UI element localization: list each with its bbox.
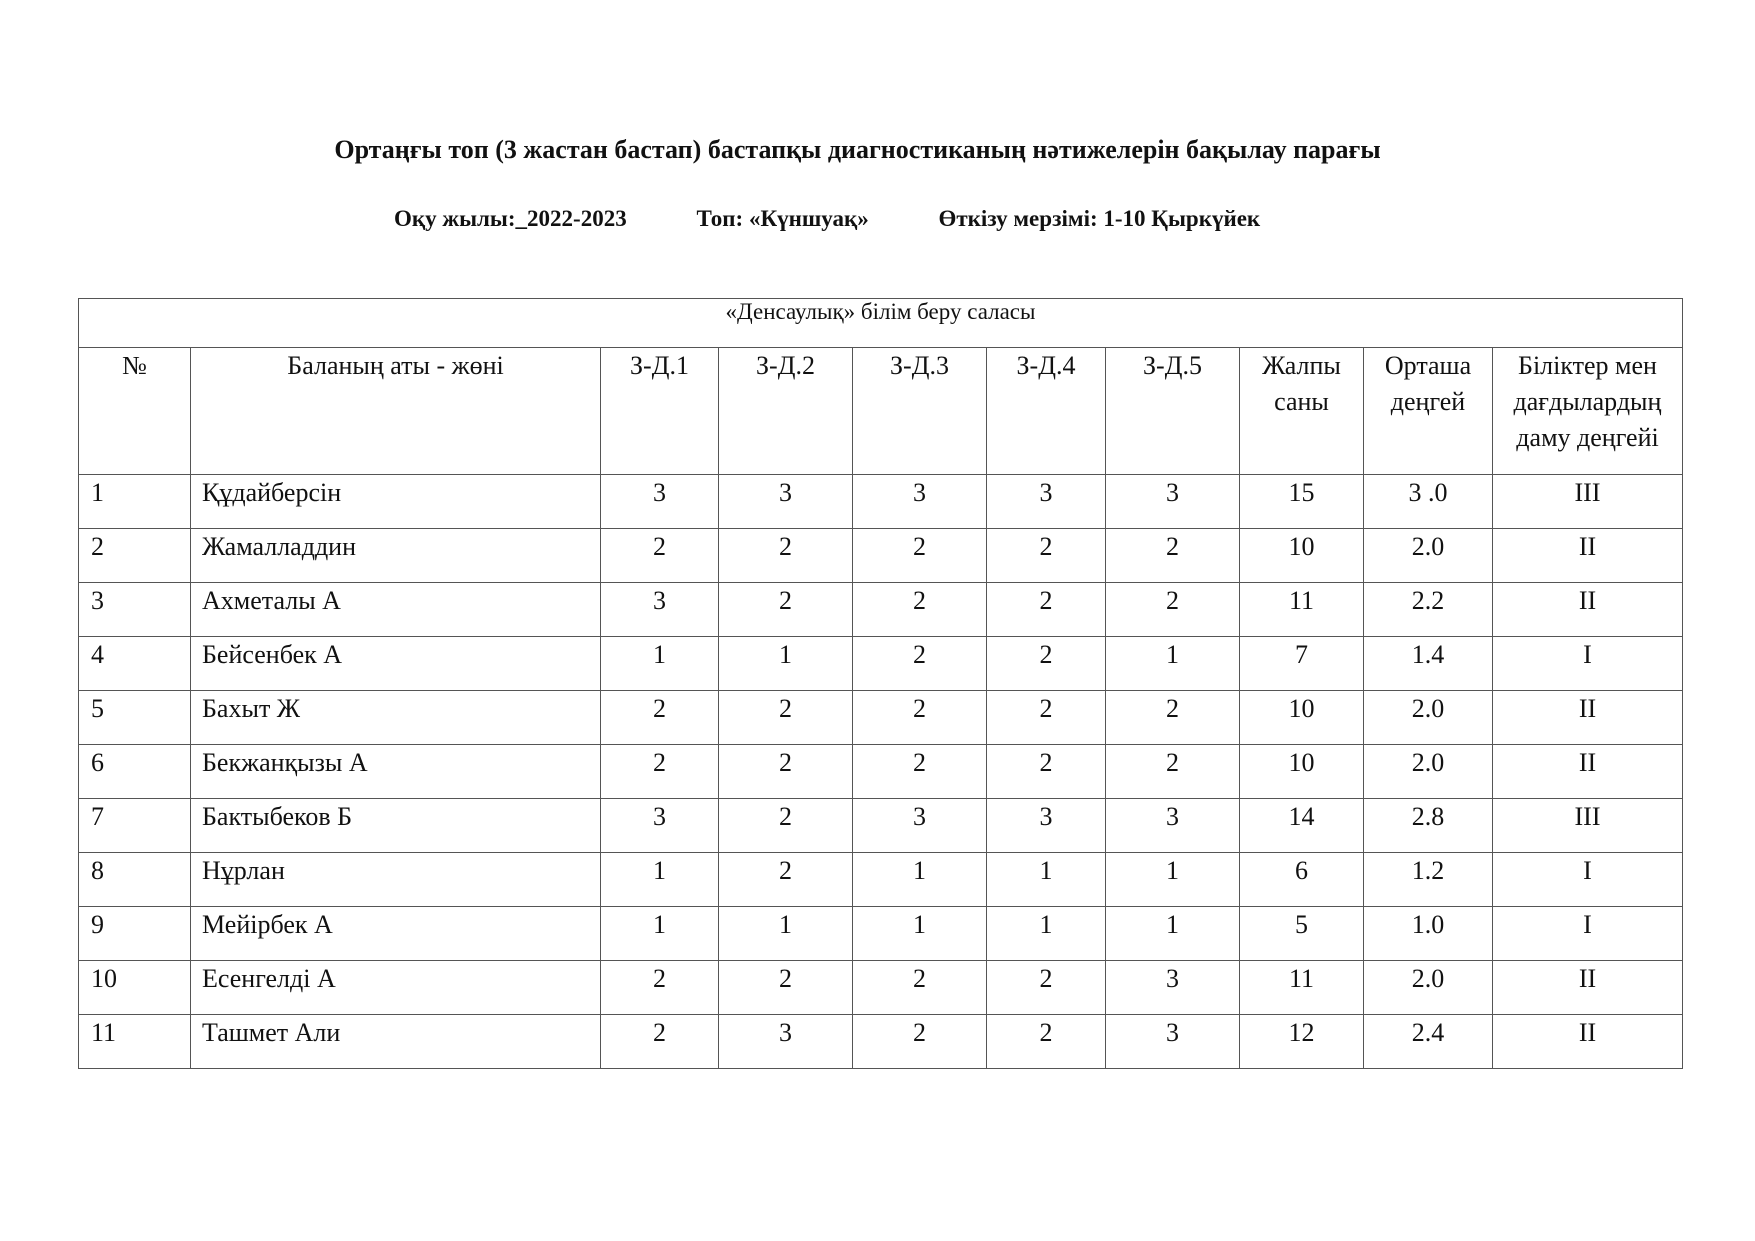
table-row [79, 691, 1683, 745]
cell-zd1: 2 [601, 961, 719, 1015]
header-total: Жалпы саны [1240, 348, 1364, 475]
cell-zd5: 3 [1106, 799, 1240, 853]
cell-average: 2.4 [1364, 1015, 1493, 1069]
cell-average: 2.8 [1364, 799, 1493, 853]
cell-zd4: 2 [987, 691, 1106, 745]
cell-average: 2.0 [1364, 691, 1493, 745]
school-year: Оқу жылы:_2022-2023 [394, 206, 627, 231]
cell-number: 2 [79, 529, 191, 583]
table-row [79, 907, 1683, 961]
cell-total: 10 [1240, 529, 1364, 583]
cell-child-name: Мейірбек А [191, 907, 601, 961]
cell-zd4: 3 [987, 475, 1106, 529]
cell-average: 2.0 [1364, 529, 1493, 583]
cell-skill-level: I [1493, 907, 1683, 961]
cell-zd3: 2 [853, 691, 987, 745]
cell-zd4: 2 [987, 637, 1106, 691]
cell-total: 14 [1240, 799, 1364, 853]
cell-child-name: Бейсенбек А [191, 637, 601, 691]
cell-zd5: 2 [1106, 691, 1240, 745]
cell-skill-level: II [1493, 583, 1683, 637]
cell-child-name: Нұрлан [191, 853, 601, 907]
table-row [79, 961, 1683, 1015]
cell-zd3: 2 [853, 1015, 987, 1069]
cell-average: 3 .0 [1364, 475, 1493, 529]
header-number: № [79, 348, 191, 475]
cell-skill-level: II [1493, 529, 1683, 583]
cell-zd5: 2 [1106, 583, 1240, 637]
cell-child-name: Есенгелді А [191, 961, 601, 1015]
cell-zd3: 2 [853, 961, 987, 1015]
page-title: Ортаңғы топ (3 жастан бастап) бастапқы диагностиканың нәтижелерін бақылау парағы [334, 135, 1381, 164]
cell-zd2: 2 [719, 583, 853, 637]
cell-zd4: 2 [987, 745, 1106, 799]
cell-skill-level: II [1493, 745, 1683, 799]
cell-total: 12 [1240, 1015, 1364, 1069]
cell-zd2: 2 [719, 745, 853, 799]
cell-zd2: 2 [719, 691, 853, 745]
cell-number: 10 [79, 961, 191, 1015]
cell-zd3: 3 [853, 475, 987, 529]
cell-zd3: 1 [853, 907, 987, 961]
cell-zd3: 2 [853, 745, 987, 799]
cell-total: 15 [1240, 475, 1364, 529]
cell-average: 1.4 [1364, 637, 1493, 691]
cell-number: 7 [79, 799, 191, 853]
table-row [79, 637, 1683, 691]
diagnostics-table [78, 298, 1683, 1069]
cell-zd5: 1 [1106, 907, 1240, 961]
cell-skill-level: III [1493, 475, 1683, 529]
cell-average: 1.2 [1364, 853, 1493, 907]
cell-number: 11 [79, 1015, 191, 1069]
cell-zd1: 1 [601, 907, 719, 961]
table-row [79, 475, 1683, 529]
table-row [79, 1015, 1683, 1069]
cell-zd4: 2 [987, 961, 1106, 1015]
cell-zd1: 3 [601, 475, 719, 529]
cell-zd4: 2 [987, 1015, 1106, 1069]
cell-total: 11 [1240, 583, 1364, 637]
cell-zd1: 3 [601, 799, 719, 853]
cell-zd2: 2 [719, 853, 853, 907]
cell-zd1: 2 [601, 691, 719, 745]
cell-number: 9 [79, 907, 191, 961]
cell-child-name: Ташмет Али [191, 1015, 601, 1069]
education-area-row [79, 299, 1683, 348]
cell-zd1: 2 [601, 745, 719, 799]
cell-zd2: 2 [719, 529, 853, 583]
cell-zd5: 2 [1106, 745, 1240, 799]
cell-zd4: 1 [987, 853, 1106, 907]
cell-zd5: 3 [1106, 961, 1240, 1015]
cell-total: 10 [1240, 691, 1364, 745]
cell-number: 4 [79, 637, 191, 691]
cell-total: 7 [1240, 637, 1364, 691]
header-zd2: З-Д.2 [719, 348, 853, 475]
cell-average: 1.0 [1364, 907, 1493, 961]
header-zd4: З-Д.4 [987, 348, 1106, 475]
table-row [79, 853, 1683, 907]
cell-zd2: 1 [719, 637, 853, 691]
cell-zd4: 3 [987, 799, 1106, 853]
cell-zd3: 2 [853, 583, 987, 637]
cell-zd5: 1 [1106, 853, 1240, 907]
meta-line [394, 204, 1260, 234]
cell-child-name: Құдайберсін [191, 475, 601, 529]
cell-zd2: 3 [719, 475, 853, 529]
cell-number: 8 [79, 853, 191, 907]
cell-number: 1 [79, 475, 191, 529]
cell-zd4: 2 [987, 583, 1106, 637]
cell-zd5: 2 [1106, 529, 1240, 583]
cell-zd5: 1 [1106, 637, 1240, 691]
cell-total: 5 [1240, 907, 1364, 961]
cell-child-name: Жамалладдин [191, 529, 601, 583]
cell-average: 2.2 [1364, 583, 1493, 637]
cell-zd4: 2 [987, 529, 1106, 583]
cell-number: 6 [79, 745, 191, 799]
table-row [79, 529, 1683, 583]
cell-total: 11 [1240, 961, 1364, 1015]
cell-child-name: Бахыт Ж [191, 691, 601, 745]
cell-zd3: 3 [853, 799, 987, 853]
cell-zd3: 2 [853, 529, 987, 583]
cell-total: 10 [1240, 745, 1364, 799]
cell-zd1: 3 [601, 583, 719, 637]
education-area-title: «Денсаулық» білім беру саласы [79, 299, 1683, 348]
cell-zd4: 1 [987, 907, 1106, 961]
cell-skill-level: II [1493, 961, 1683, 1015]
cell-average: 2.0 [1364, 745, 1493, 799]
table-row [79, 583, 1683, 637]
cell-zd1: 2 [601, 1015, 719, 1069]
cell-zd2: 2 [719, 799, 853, 853]
table-row [79, 745, 1683, 799]
group-name: Топ: «Күншуақ» [696, 206, 869, 231]
cell-child-name: Ахметалы А [191, 583, 601, 637]
cell-total: 6 [1240, 853, 1364, 907]
header-zd3: З-Д.3 [853, 348, 987, 475]
table-body [79, 475, 1683, 1069]
cell-zd5: 3 [1106, 1015, 1240, 1069]
cell-number: 3 [79, 583, 191, 637]
cell-skill-level: I [1493, 853, 1683, 907]
cell-child-name: Бактыбеков Б [191, 799, 601, 853]
cell-zd3: 1 [853, 853, 987, 907]
cell-zd1: 1 [601, 637, 719, 691]
cell-child-name: Бекжанқызы А [191, 745, 601, 799]
header-child-name: Баланың аты - жөні [191, 348, 601, 475]
cell-zd2: 1 [719, 907, 853, 961]
cell-zd3: 2 [853, 637, 987, 691]
cell-zd1: 2 [601, 529, 719, 583]
diagnostic-period: Өткізу мерзімі: 1-10 Қыркүйек [938, 206, 1261, 231]
header-average: Орташа деңгей [1364, 348, 1493, 475]
cell-skill-level: III [1493, 799, 1683, 853]
cell-zd2: 3 [719, 1015, 853, 1069]
cell-number: 5 [79, 691, 191, 745]
cell-zd1: 1 [601, 853, 719, 907]
header-skill-level: Біліктер мен дағдылардың даму деңгейі [1493, 348, 1683, 475]
header-zd5: З-Д.5 [1106, 348, 1240, 475]
cell-skill-level: II [1493, 1015, 1683, 1069]
cell-skill-level: I [1493, 637, 1683, 691]
cell-zd2: 2 [719, 961, 853, 1015]
cell-average: 2.0 [1364, 961, 1493, 1015]
cell-skill-level: II [1493, 691, 1683, 745]
table-row [79, 799, 1683, 853]
cell-zd5: 3 [1106, 475, 1240, 529]
header-zd1: З-Д.1 [601, 348, 719, 475]
header-row [79, 348, 1683, 475]
